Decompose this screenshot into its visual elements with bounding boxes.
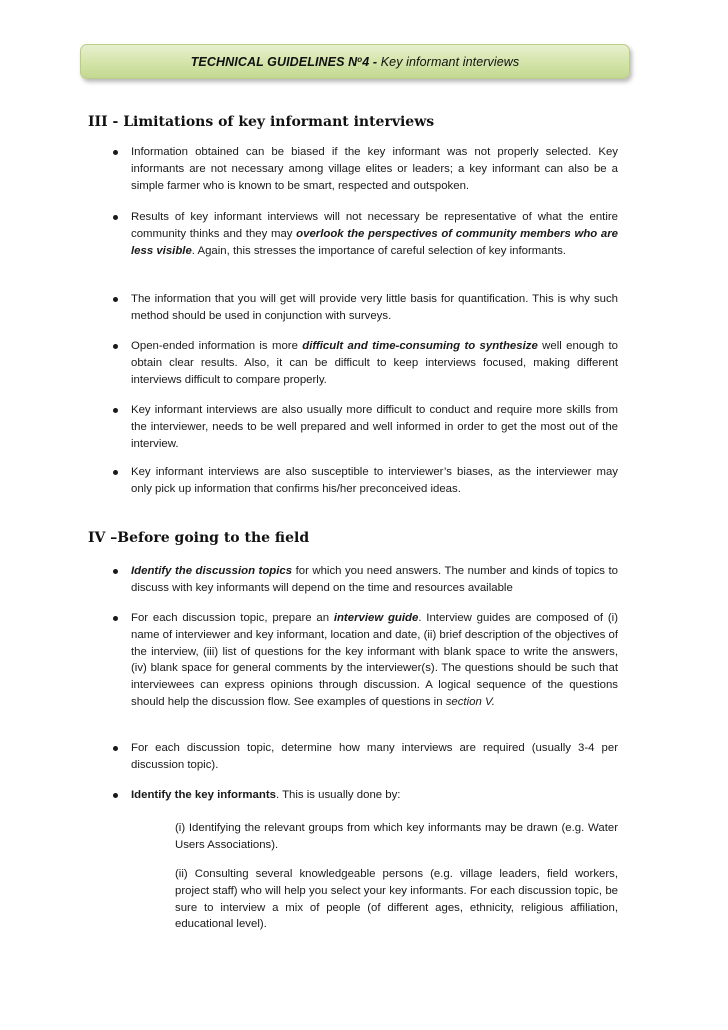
bullet-icon bbox=[113, 295, 121, 303]
list-item: Key informant interviews are also susceptible to interviewer’s biases, as the interviewer may only pick up information that confirms his/her preconceived ideas. bbox=[131, 466, 618, 495]
list-item: Results of key informant interviews will not necessary be representative of what the entire community thinks and they may overlook the perspectives of community members who are less visible. Again, this stresses the importance of careful selection of key informants. bbox=[131, 211, 618, 257]
bullet-icon bbox=[113, 148, 121, 156]
bullet-icon bbox=[113, 342, 121, 350]
header-banner bbox=[80, 44, 630, 79]
section-heading-before-field: IV –Before going to the field bbox=[88, 530, 310, 546]
list-item: Key informant interviews are also usually more difficult to conduct and require more skills from the interviewer, needs to be well prepared and well informed in order to get the most out of the interview. bbox=[131, 404, 618, 450]
list-item: The information that you will get will provide very little basis for quantification. This is why such method should be used in conjunction with surveys. bbox=[131, 293, 618, 322]
list-item: Information obtained can be biased if the key informant was not properly selected. Key informants are not necessary among village elites or leaders; a key informant can also be a simple farmer who is known to be smart, respected and outspoken. bbox=[131, 146, 618, 192]
list-item: Identify the key informants. This is usually done by: bbox=[131, 789, 401, 801]
sub-item: (ii) Consulting several knowledgeable persons (e.g. village leaders, field workers, project staff) who will help you select your key informants. For each discussion topic, be sure to interview a mix of people (of different ages, ethnicity, religious affiliation, educational level). bbox=[175, 868, 618, 931]
bullet-icon bbox=[113, 744, 121, 752]
header-title: TECHNICAL GUIDELINES $N^o4$ - Key informant interviews bbox=[190, 54, 520, 69]
list-item: Open-ended information is more difficult and time-consuming to synthesize well enough to obtain clear results. Also, it can be difficult to keep interviews focused, making different interviews difficult to compare properly. bbox=[131, 340, 618, 386]
bullet-icon bbox=[113, 468, 121, 476]
bullet-icon bbox=[113, 567, 121, 575]
list-item: For each discussion topic, determine how many interviews are required (usually 3-4 per discussion topic). bbox=[131, 742, 618, 771]
bullet-icon bbox=[113, 406, 121, 414]
bullet-icon bbox=[113, 614, 121, 622]
section-heading-limitations: III - Limitations of key informant interviews bbox=[88, 114, 435, 130]
list-item: Identify the discussion topics for which you need answers. The number and kinds of topics to discuss with key informants will depend on the time and resources available bbox=[131, 565, 618, 594]
bullet-icon bbox=[113, 213, 121, 221]
sub-item: (i) Identifying the relevant groups from which key informants may be drawn (e.g. Water Users Associations). bbox=[175, 822, 618, 851]
list-item: For each discussion topic, prepare an interview guide. Interview guides are composed of (i) name of interviewer and key informant, location and date, (ii) brief description of the objectives of the interview, (iii) list of questions for the key informant with blank space to write the answers, (iv) blank space for general comments by the interviewer(s). The questions should be such that interviewees can express opinions through discussion. A logical sequence of the questions should help the discussion flow. See examples of questions in section V. bbox=[131, 612, 618, 708]
bullet-icon bbox=[113, 791, 121, 799]
